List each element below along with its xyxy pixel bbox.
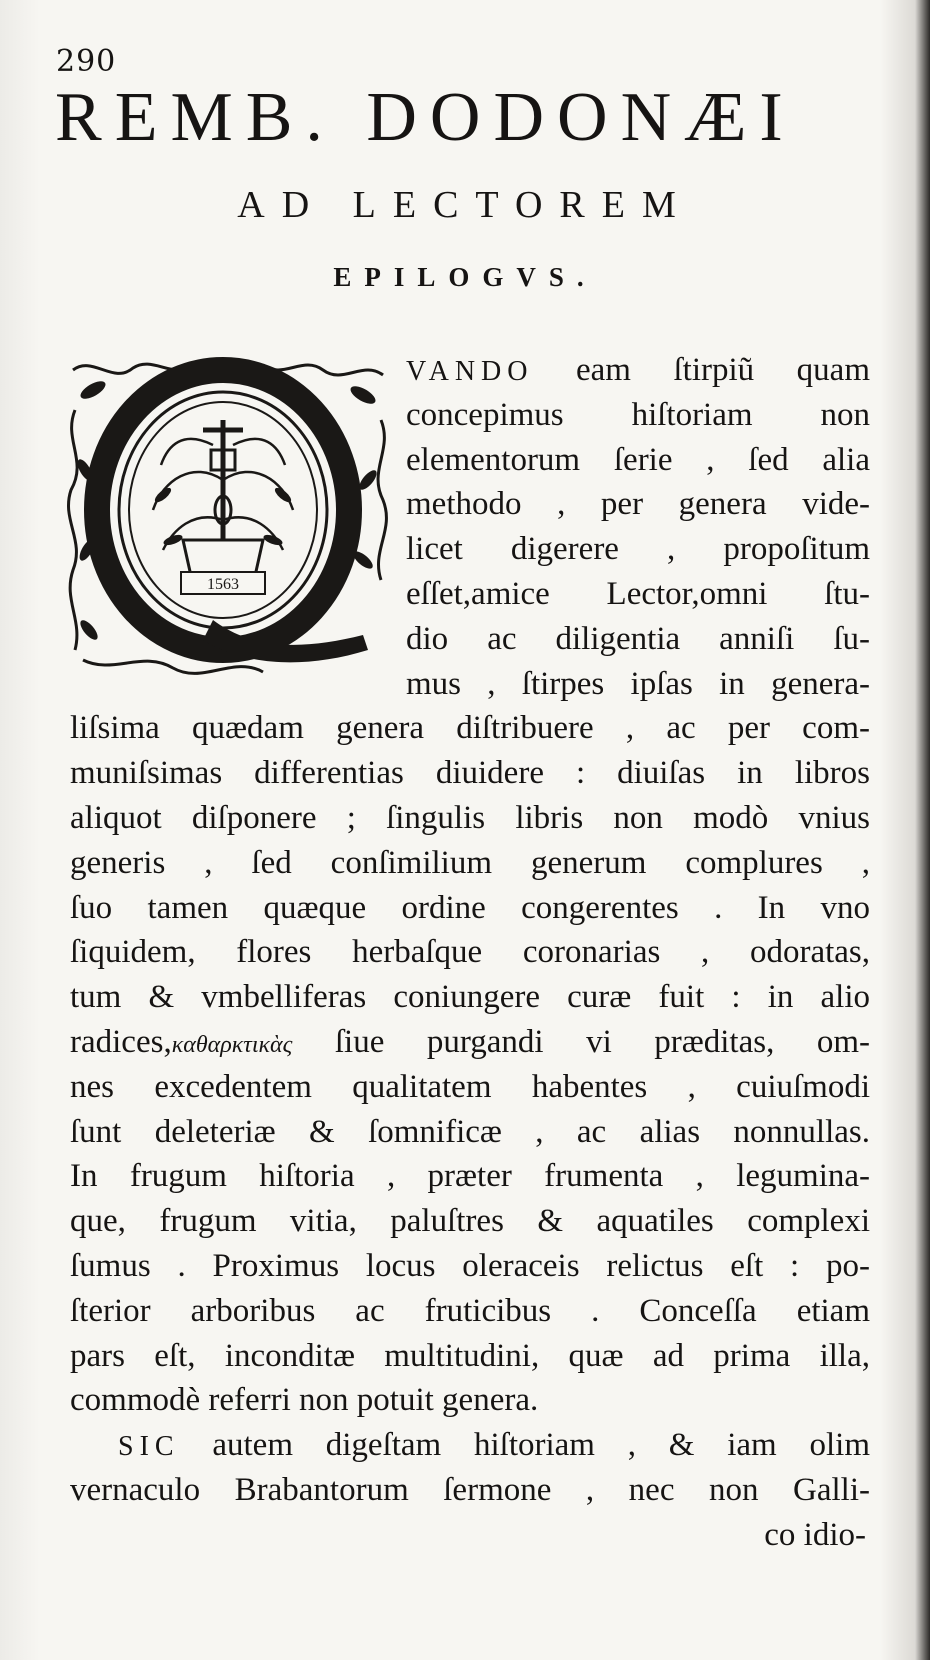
text-line: nes excedentem qualitatem habentes , cuiuſmodi: [70, 1068, 870, 1105]
text-line: ſumus . Proximus locus oleraceis relictus eſt : po-: [70, 1247, 870, 1284]
text-line: concepimus hiſtoriam non: [406, 396, 870, 433]
text-line: muniſsimas differentias diuidere : diuiſas in libros: [70, 755, 870, 792]
text-line: SIC autem digeſtam hiſtoriam , & iam olim: [118, 1427, 870, 1464]
text-line: eſſet,amice Lector,omni ſtu-: [406, 575, 870, 612]
text-line: In frugum hiſtoria , præter frumenta , legumina-: [70, 1158, 870, 1195]
text-line: liſsima quædam genera diſtribuere , ac per com-: [70, 710, 870, 747]
subtitle: AD LECTOREM: [237, 184, 693, 226]
text-line: pars eſt, inconditæ multitudini, quæ ad prima illa,: [70, 1337, 870, 1374]
section-heading: EPILOGVS.: [333, 262, 597, 292]
text-line: ſiquidem, flores herbaſque coronarias , odoratas,: [70, 934, 870, 971]
text-line: ſunt deleteriæ & ſomnificæ , ac alias nonnullas.: [70, 1113, 870, 1150]
text-line: commodè referri non potuit genera.: [70, 1382, 539, 1419]
text-line: ſterior arboribus ac fruticibus . Conceſſa etiam: [70, 1292, 870, 1329]
running-title: REMB. DODONÆI: [55, 79, 796, 156]
text-line: licet digerere , propoſitum: [406, 531, 870, 568]
text-line: aliquot diſponere ; ſingulis libris non modò vnius: [70, 799, 870, 836]
body-text: [70, 348, 870, 1558]
text-line: vernaculo Brabantorum ſermone , nec non Galli-: [70, 1471, 870, 1508]
text-line: VANDO eam ſtirpiũ quam: [406, 352, 870, 388]
ornament-date: 1563: [207, 576, 239, 593]
text-line: que, frugum vitia, paluſtres & aquatiles complexi: [70, 1203, 870, 1240]
text-line: elementorum ſerie , ſed alia: [406, 441, 870, 478]
text-line: ſuo tamen quæque ordine congerentes . In vno: [70, 889, 870, 926]
text-line: tum & vmbelliferas coniungere curæ fuit : in alio: [70, 979, 870, 1016]
text-line: generis , ſed conſimilium generum complures ,: [70, 844, 870, 881]
text-line: dio ac diligentia anniſi ſu-: [406, 620, 870, 657]
text-line: methodo , per genera vide-: [406, 486, 870, 523]
catchword-line: co idio-: [764, 1516, 866, 1553]
greek-word: καθαρκτικὰς: [171, 1031, 293, 1058]
text-line: mus , ſtirpes ipſas in genera-: [406, 665, 870, 702]
text-line: radices,καθαρκτικὰς ſiue purgandi vi præditas, om-: [70, 1023, 870, 1060]
page-number: 290: [56, 44, 117, 79]
